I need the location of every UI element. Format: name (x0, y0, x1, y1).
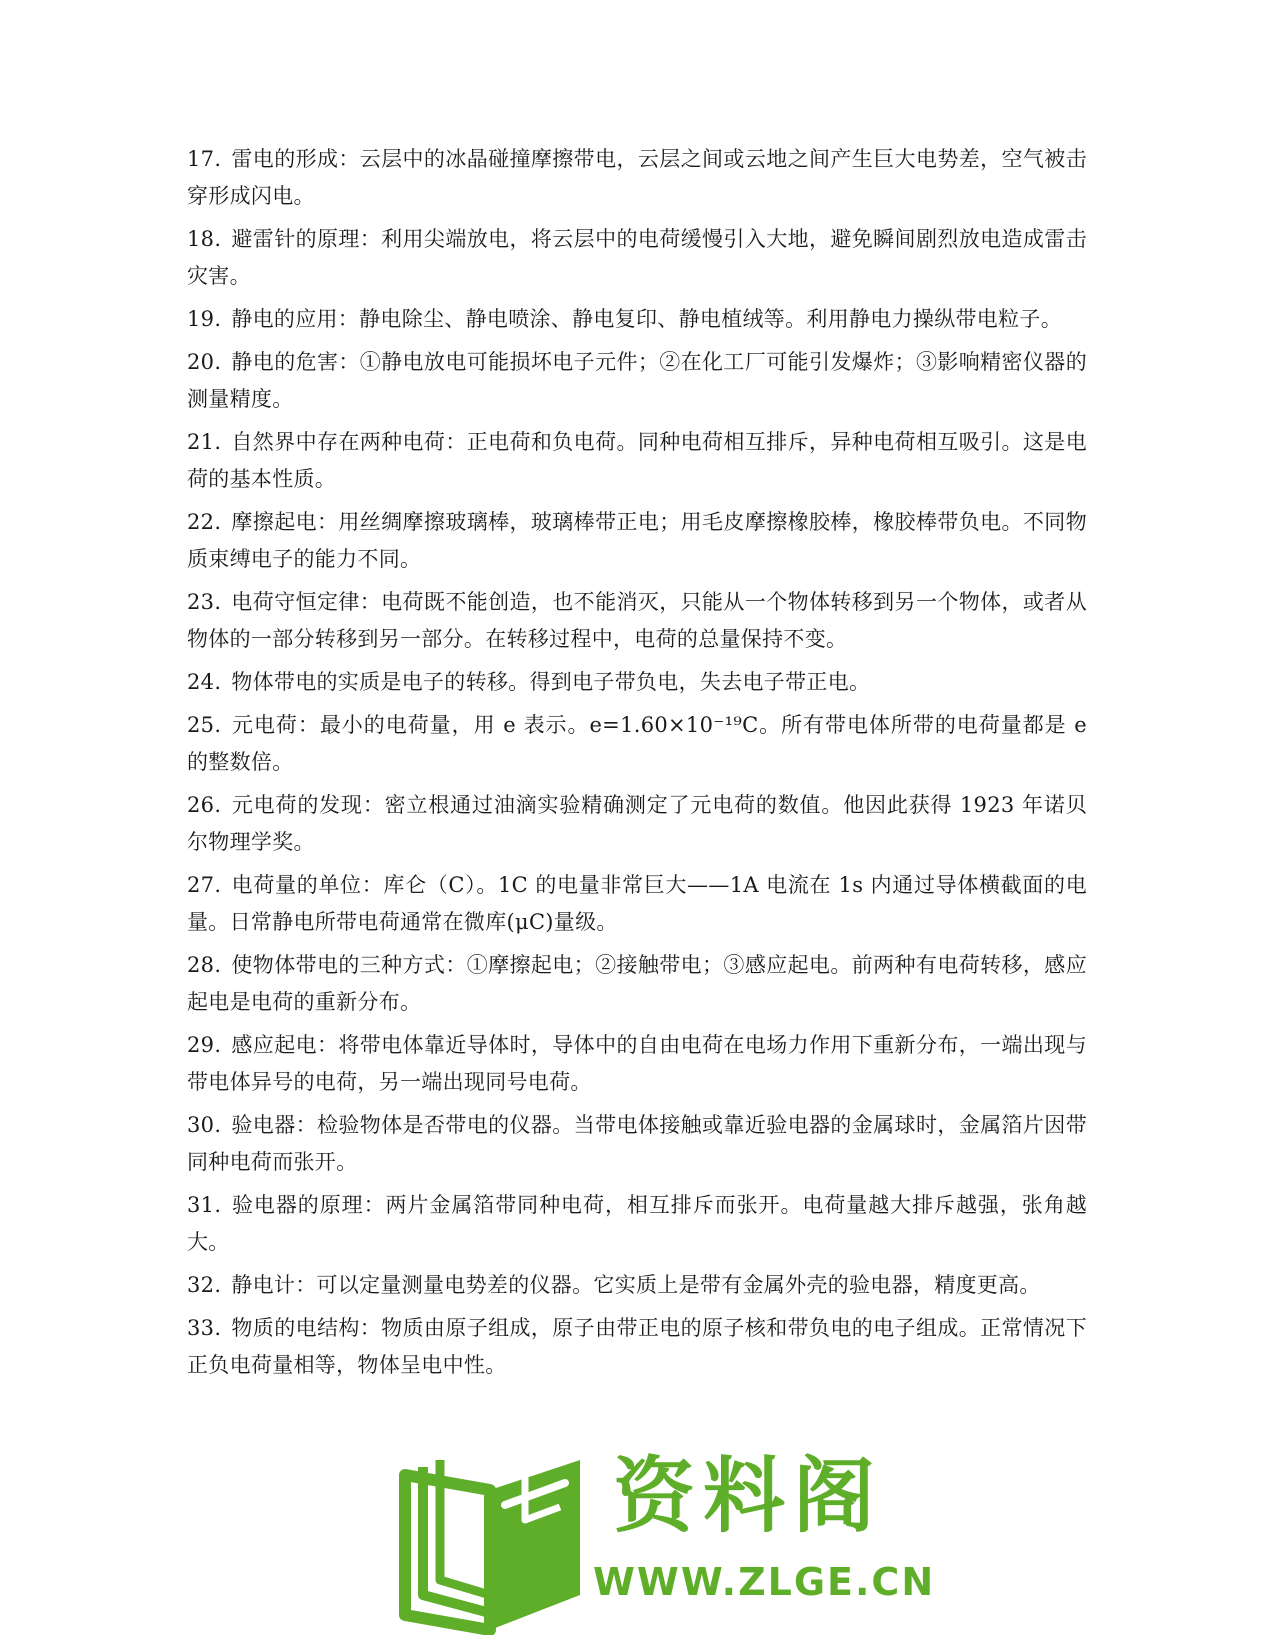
item-text: 物体带电的实质是电子的转移。得到电子带负电，失去电子带正电。 (231, 670, 871, 694)
item-number: 18. (187, 227, 222, 251)
item-number: 26. (187, 793, 222, 817)
list-item (187, 707, 1087, 781)
item-text: 静电计：可以定量测量电势差的仪器。它实质上是带有金属外壳的验电器，精度更高。 (231, 1273, 1041, 1297)
item-text: 验电器的原理：两片金属箔带同种电荷，相互排斥而张开。电荷量越大排斥越强，张角越大。 (187, 1193, 1087, 1254)
item-text: 感应起电：将带电体靠近导体时，导体中的自由电荷在电场力作用下重新分布，一端出现与带电体异号的电荷，另一端出现同号电荷。 (187, 1033, 1087, 1094)
watermark-brand-name: 资料阁 (613, 1449, 884, 1544)
item-number: 17. (187, 147, 222, 171)
item-text: 雷电的形成：云层中的冰晶碰撞摩擦带电，云层之间或云地之间产生巨大电势差，空气被击穿形成闪电。 (187, 147, 1087, 208)
item-text: 物质的电结构：物质由原子组成，原子由带正电的原子核和带负电的电子组成。正常情况下正负电荷量相等，物体呈电中性。 (187, 1316, 1087, 1377)
document-body (187, 141, 1087, 1390)
item-text: 元电荷：最小的电荷量，用 e 表示。e=1.60×10⁻¹⁹C。所有带电体所带的电荷量都是 e 的整数倍。 (187, 713, 1087, 774)
item-number: 28. (187, 953, 222, 977)
list-item (187, 1187, 1087, 1261)
list-item (187, 141, 1087, 215)
list-item (187, 424, 1087, 498)
list-item (187, 1027, 1087, 1101)
item-number: 29. (187, 1033, 222, 1057)
item-number: 23. (187, 590, 222, 614)
watermark-logo (395, 1445, 936, 1635)
item-number: 30. (187, 1113, 222, 1137)
book-icon (395, 1445, 595, 1635)
list-item (187, 584, 1087, 658)
item-number: 32. (187, 1273, 222, 1297)
list-item (187, 664, 1087, 701)
item-text: 验电器：检验物体是否带电的仪器。当带电体接触或靠近验电器的金属球时，金属箔片因带同种电荷而张开。 (187, 1113, 1087, 1174)
item-text: 使物体带电的三种方式：①摩擦起电；②接触带电；③感应起电。前两种有电荷转移，感应起电是电荷的重新分布。 (187, 953, 1087, 1014)
list-item (187, 1107, 1087, 1181)
item-number: 24. (187, 670, 222, 694)
item-number: 19. (187, 307, 222, 331)
list-item (187, 1267, 1087, 1304)
item-text: 静电的应用：静电除尘、静电喷涂、静电复印、静电植绒等。利用静电力操纵带电粒子。 (231, 307, 1063, 331)
item-text: 摩擦起电：用丝绸摩擦玻璃棒，玻璃棒带正电；用毛皮摩擦橡胶棒，橡胶棒带负电。不同物质束缚电子的能力不同。 (187, 510, 1087, 571)
watermark-url: WWW.ZLGE.CN (593, 1560, 936, 1604)
item-number: 25. (187, 713, 222, 737)
list-item (187, 221, 1087, 295)
item-text: 电荷守恒定律：电荷既不能创造，也不能消灭，只能从一个物体转移到另一个物体，或者从物体的一部分转移到另一部分。在转移过程中，电荷的总量保持不变。 (187, 590, 1087, 651)
list-item (187, 344, 1087, 418)
list-item (187, 947, 1087, 1021)
item-number: 21. (187, 430, 222, 454)
item-number: 31. (187, 1193, 222, 1217)
list-item (187, 504, 1087, 578)
item-text: 元电荷的发现：密立根通过油滴实验精确测定了元电荷的数值。他因此获得 1923 年诺贝尔物理学奖。 (187, 793, 1087, 854)
list-item (187, 301, 1087, 338)
item-number: 20. (187, 350, 222, 374)
item-text: 静电的危害：①静电放电可能损坏电子元件；②在化工厂可能引发爆炸；③影响精密仪器的测量精度。 (187, 350, 1087, 411)
item-number: 33. (187, 1316, 222, 1340)
item-number: 27. (187, 873, 222, 897)
list-item (187, 867, 1087, 941)
item-number: 22. (187, 510, 222, 534)
item-text: 自然界中存在两种电荷：正电荷和负电荷。同种电荷相互排斥，异种电荷相互吸引。这是电荷的基本性质。 (187, 430, 1087, 491)
item-text: 电荷量的单位：库仑（C）。1C 的电量非常巨大——1A 电流在 1s 内通过导体横截面的电量。日常静电所带电荷通常在微库(μC)量级。 (187, 873, 1087, 934)
item-text: 避雷针的原理：利用尖端放电，将云层中的电荷缓慢引入大地，避免瞬间剧烈放电造成雷击灾害。 (187, 227, 1087, 288)
list-item (187, 1310, 1087, 1384)
list-item (187, 787, 1087, 861)
